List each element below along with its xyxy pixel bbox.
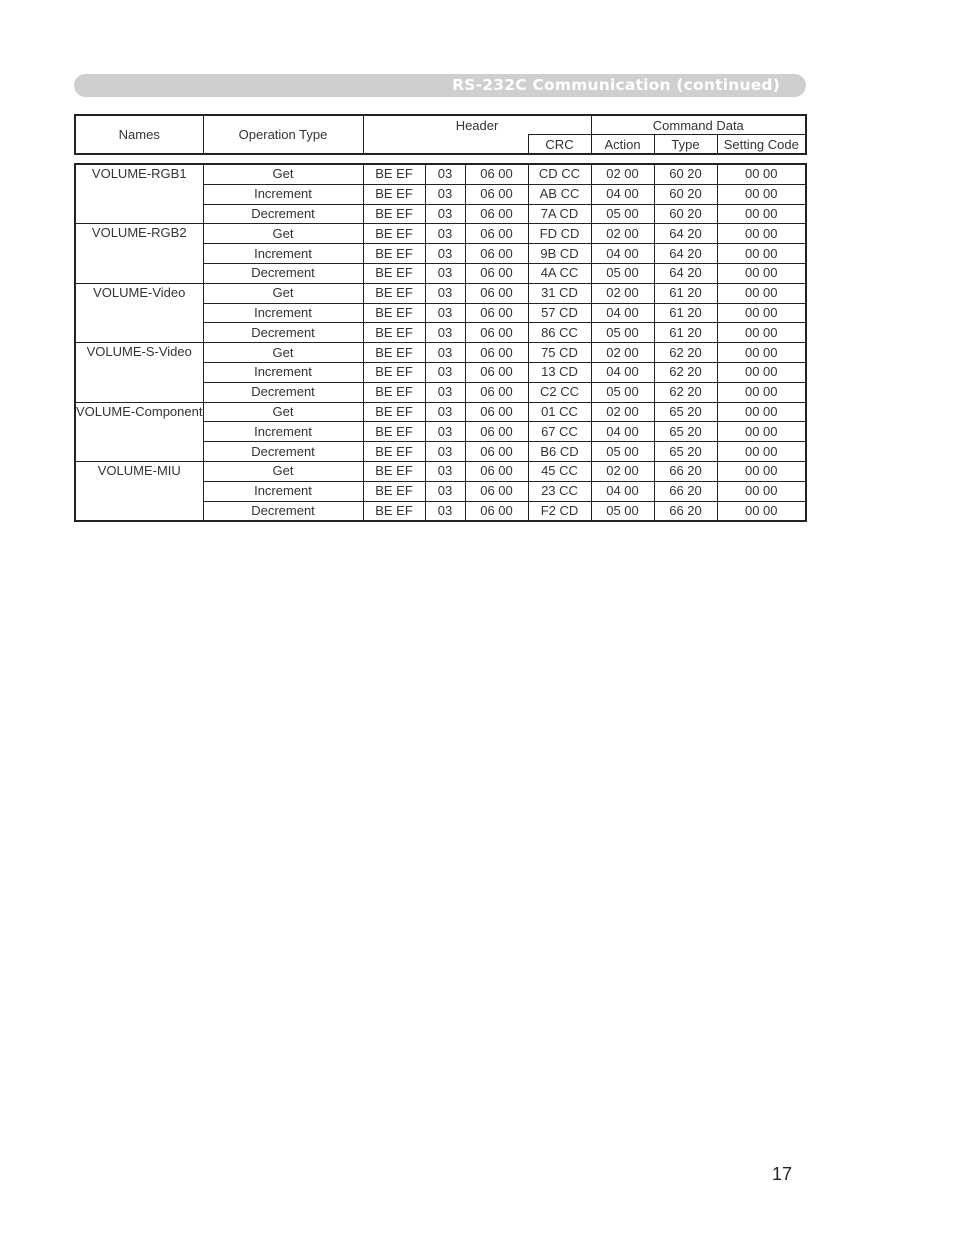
action-cell: 04 00: [591, 303, 654, 323]
action-cell: 02 00: [591, 402, 654, 422]
table-row: [75, 461, 806, 481]
type-cell: 66 20: [654, 481, 717, 501]
header-length-cell: 03: [425, 442, 465, 462]
header-length-cell: 03: [425, 303, 465, 323]
crc-cell: 57 CD: [528, 303, 591, 323]
setting-code-cell: 00 00: [717, 382, 806, 402]
type-cell: 66 20: [654, 501, 717, 521]
action-cell: 04 00: [591, 422, 654, 442]
operation-type-cell: Increment: [203, 244, 363, 264]
setting-code-cell: 00 00: [717, 204, 806, 224]
header-length-cell: 03: [425, 461, 465, 481]
type-cell: 60 20: [654, 164, 717, 184]
header-start-cell: BE EF: [363, 382, 425, 402]
table-row: [75, 442, 806, 462]
type-cell: 61 20: [654, 323, 717, 343]
action-cell: 05 00: [591, 382, 654, 402]
command-table-header: [74, 114, 807, 155]
header-length-cell: 03: [425, 343, 465, 363]
type-cell: 65 20: [654, 442, 717, 462]
header-length-cell: 03: [425, 283, 465, 303]
header-start-cell: BE EF: [363, 164, 425, 184]
crc-cell: FD CD: [528, 224, 591, 244]
setting-code-cell: 00 00: [717, 164, 806, 184]
header-start-cell: BE EF: [363, 362, 425, 382]
header-length-cell: 03: [425, 204, 465, 224]
crc-cell: 7A CD: [528, 204, 591, 224]
setting-code-cell: 00 00: [717, 244, 806, 264]
action-cell: 04 00: [591, 184, 654, 204]
action-cell: 02 00: [591, 283, 654, 303]
table-row: [75, 263, 806, 283]
command-name-spacer: [75, 263, 203, 283]
header-code-cell: 06 00: [465, 283, 528, 303]
header-length-cell: 03: [425, 164, 465, 184]
command-name-spacer: [75, 323, 203, 343]
type-cell: 62 20: [654, 343, 717, 363]
command-name-cell: VOLUME-S-Video: [75, 343, 203, 363]
setting-code-cell: 00 00: [717, 184, 806, 204]
type-header: Type: [654, 135, 717, 155]
action-cell: 02 00: [591, 224, 654, 244]
operation-type-cell: Increment: [203, 362, 363, 382]
header-start-cell: BE EF: [363, 244, 425, 264]
command-table: [74, 163, 807, 522]
operation-type-cell: Increment: [203, 184, 363, 204]
type-cell: 65 20: [654, 402, 717, 422]
crc-cell: 9B CD: [528, 244, 591, 264]
header-start-cell: BE EF: [363, 402, 425, 422]
action-cell: 04 00: [591, 481, 654, 501]
command-name-spacer: [75, 362, 203, 382]
operation-type-cell: Decrement: [203, 501, 363, 521]
setting-code-cell: 00 00: [717, 362, 806, 382]
command-name-cell: VOLUME-Component: [75, 402, 203, 422]
operation-type-cell: Get: [203, 283, 363, 303]
setting-code-cell: 00 00: [717, 224, 806, 244]
crc-cell: 31 CD: [528, 283, 591, 303]
header-start-cell: BE EF: [363, 303, 425, 323]
command-name-spacer: [75, 481, 203, 501]
action-cell: 04 00: [591, 362, 654, 382]
action-cell: 05 00: [591, 501, 654, 521]
header-code-cell: 06 00: [465, 184, 528, 204]
table-row: [75, 303, 806, 323]
section-banner: [74, 74, 806, 97]
action-cell: 05 00: [591, 204, 654, 224]
crc-cell: AB CC: [528, 184, 591, 204]
type-cell: 64 20: [654, 263, 717, 283]
type-cell: 60 20: [654, 204, 717, 224]
header-length-cell: 03: [425, 382, 465, 402]
crc-cell: 13 CD: [528, 362, 591, 382]
header-code-cell: 06 00: [465, 164, 528, 184]
command-name-spacer: [75, 204, 203, 224]
operation-type-cell: Increment: [203, 481, 363, 501]
header-code-cell: 06 00: [465, 343, 528, 363]
header-start-cell: BE EF: [363, 184, 425, 204]
table-row: [75, 204, 806, 224]
setting-code-cell: 00 00: [717, 303, 806, 323]
header-start-cell: BE EF: [363, 263, 425, 283]
table-row: [75, 402, 806, 422]
header-code-cell: 06 00: [465, 323, 528, 343]
operation-type-cell: Get: [203, 343, 363, 363]
crc-cell: 4A CC: [528, 263, 591, 283]
operation-type-cell: Get: [203, 164, 363, 184]
crc-header: CRC: [528, 135, 591, 155]
crc-cell: 67 CC: [528, 422, 591, 442]
header-code-cell: 06 00: [465, 382, 528, 402]
command-name-spacer: [75, 442, 203, 462]
crc-cell: 01 CC: [528, 402, 591, 422]
setting-code-cell: 00 00: [717, 402, 806, 422]
section-title: RS-232C Communication (continued): [452, 76, 780, 94]
command-name-spacer: [75, 422, 203, 442]
header-spacer: [363, 135, 528, 155]
header-start-cell: BE EF: [363, 224, 425, 244]
type-cell: 64 20: [654, 244, 717, 264]
operation-type-cell: Get: [203, 402, 363, 422]
operation-type-header: Operation Type: [203, 115, 363, 154]
action-header: Action: [591, 135, 654, 155]
table-row: [75, 481, 806, 501]
header-length-cell: 03: [425, 263, 465, 283]
operation-type-cell: Decrement: [203, 204, 363, 224]
action-cell: 05 00: [591, 263, 654, 283]
setting-code-cell: 00 00: [717, 501, 806, 521]
command-name-spacer: [75, 184, 203, 204]
header-start-cell: BE EF: [363, 323, 425, 343]
header-length-cell: 03: [425, 402, 465, 422]
setting-code-header: Setting Code: [717, 135, 806, 155]
table-row: [75, 224, 806, 244]
operation-type-cell: Decrement: [203, 263, 363, 283]
header-start-cell: BE EF: [363, 461, 425, 481]
table-row: [75, 184, 806, 204]
type-cell: 64 20: [654, 224, 717, 244]
header-start-cell: BE EF: [363, 501, 425, 521]
table-row: [75, 501, 806, 521]
header-length-cell: 03: [425, 184, 465, 204]
header-code-cell: 06 00: [465, 263, 528, 283]
header-code-cell: 06 00: [465, 402, 528, 422]
setting-code-cell: 00 00: [717, 481, 806, 501]
header-length-cell: 03: [425, 501, 465, 521]
operation-type-cell: Increment: [203, 303, 363, 323]
action-cell: 02 00: [591, 343, 654, 363]
setting-code-cell: 00 00: [717, 263, 806, 283]
action-cell: 02 00: [591, 164, 654, 184]
crc-cell: B6 CD: [528, 442, 591, 462]
operation-type-cell: Decrement: [203, 442, 363, 462]
crc-cell: F2 CD: [528, 501, 591, 521]
header-code-cell: 06 00: [465, 481, 528, 501]
setting-code-cell: 00 00: [717, 343, 806, 363]
type-cell: 66 20: [654, 461, 717, 481]
command-name-cell: VOLUME-Video: [75, 283, 203, 303]
header-start-cell: BE EF: [363, 481, 425, 501]
type-cell: 65 20: [654, 422, 717, 442]
page-number: 17: [772, 1164, 793, 1184]
command-name-cell: VOLUME-RGB1: [75, 164, 203, 184]
header-start-cell: BE EF: [363, 283, 425, 303]
operation-type-cell: Decrement: [203, 323, 363, 343]
setting-code-cell: 00 00: [717, 323, 806, 343]
setting-code-cell: 00 00: [717, 461, 806, 481]
crc-cell: 23 CC: [528, 481, 591, 501]
crc-cell: 86 CC: [528, 323, 591, 343]
names-header: Names: [75, 115, 203, 154]
table-row: [75, 362, 806, 382]
crc-cell: CD CC: [528, 164, 591, 184]
header-length-cell: 03: [425, 422, 465, 442]
action-cell: 02 00: [591, 461, 654, 481]
type-cell: 61 20: [654, 303, 717, 323]
type-cell: 60 20: [654, 184, 717, 204]
header-code-cell: 06 00: [465, 442, 528, 462]
header-start-cell: BE EF: [363, 422, 425, 442]
table-row: [75, 343, 806, 363]
command-name-spacer: [75, 382, 203, 402]
header-code-cell: 06 00: [465, 422, 528, 442]
operation-type-cell: Get: [203, 224, 363, 244]
command-name-spacer: [75, 303, 203, 323]
action-cell: 04 00: [591, 244, 654, 264]
type-cell: 62 20: [654, 362, 717, 382]
operation-type-cell: Get: [203, 461, 363, 481]
crc-cell: C2 CC: [528, 382, 591, 402]
setting-code-cell: 00 00: [717, 442, 806, 462]
header-code-cell: 06 00: [465, 244, 528, 264]
command-name-spacer: [75, 501, 203, 521]
type-cell: 61 20: [654, 283, 717, 303]
header-code-cell: 06 00: [465, 224, 528, 244]
operation-type-cell: Increment: [203, 422, 363, 442]
setting-code-cell: 00 00: [717, 422, 806, 442]
table-row: [75, 244, 806, 264]
table-row: [75, 422, 806, 442]
command-data-header: Command Data: [591, 115, 806, 135]
header-header: Header: [363, 115, 591, 135]
header-code-cell: 06 00: [465, 501, 528, 521]
type-cell: 62 20: [654, 382, 717, 402]
header-code-cell: 06 00: [465, 461, 528, 481]
crc-cell: 45 CC: [528, 461, 591, 481]
header-code-cell: 06 00: [465, 362, 528, 382]
table-row: [75, 382, 806, 402]
header-code-cell: 06 00: [465, 303, 528, 323]
command-name-spacer: [75, 244, 203, 264]
operation-type-cell: Decrement: [203, 382, 363, 402]
command-name-cell: VOLUME-RGB2: [75, 224, 203, 244]
table-row: [75, 164, 806, 184]
header-start-cell: BE EF: [363, 343, 425, 363]
setting-code-cell: 00 00: [717, 283, 806, 303]
header-start-cell: BE EF: [363, 442, 425, 462]
header-length-cell: 03: [425, 481, 465, 501]
header-code-cell: 06 00: [465, 204, 528, 224]
header-length-cell: 03: [425, 362, 465, 382]
header-start-cell: BE EF: [363, 204, 425, 224]
header-length-cell: 03: [425, 224, 465, 244]
crc-cell: 75 CD: [528, 343, 591, 363]
header-length-cell: 03: [425, 323, 465, 343]
table-row: [75, 323, 806, 343]
table-row: [75, 283, 806, 303]
action-cell: 05 00: [591, 323, 654, 343]
header-length-cell: 03: [425, 244, 465, 264]
action-cell: 05 00: [591, 442, 654, 462]
command-name-cell: VOLUME-MIU: [75, 461, 203, 481]
